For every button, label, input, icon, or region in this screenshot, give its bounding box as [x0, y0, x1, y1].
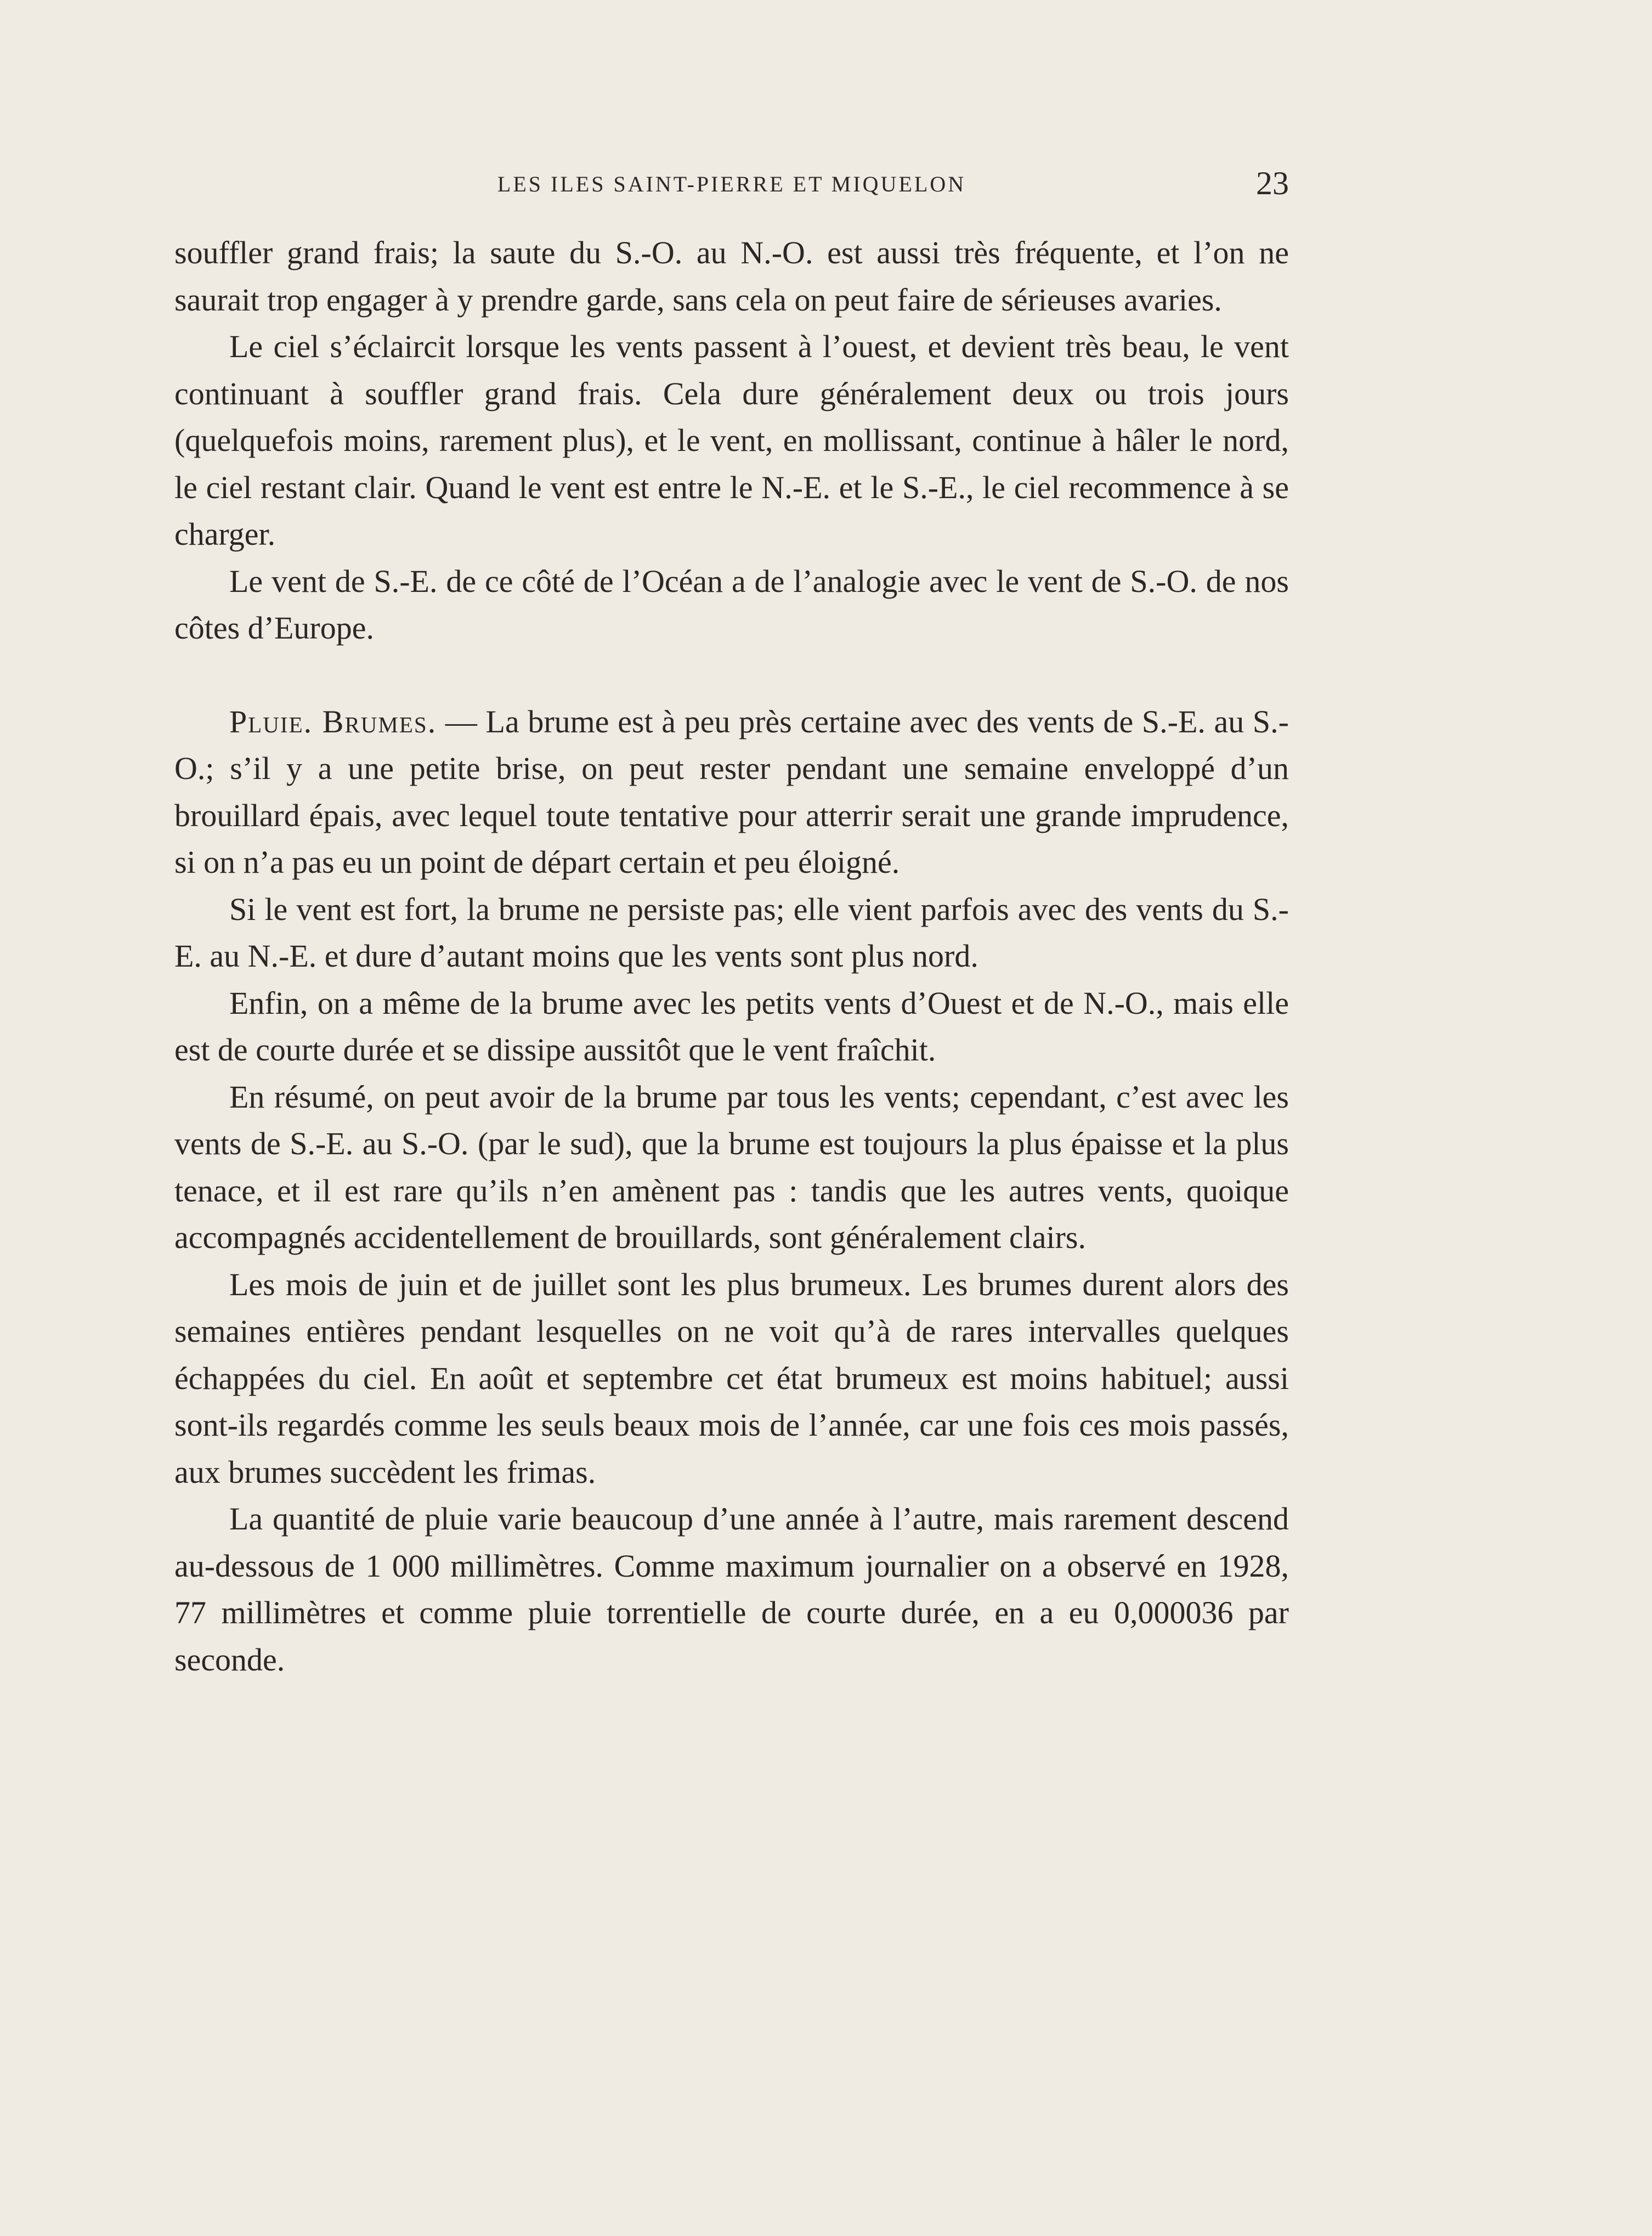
- paragraph: Les mois de juin et de juillet sont les plus brumeux. Les brumes durent alors des semaines entières pendant lesquelles on ne voit qu’à de rares intervalles quelques échappées du ciel. En août et septembre cet état brumeux est moins habituel; aussi sont-ils regardés comme les seuls beaux mois de l’année, car une fois ces mois passés, aux brumes succèdent les frimas.: [174, 1266, 1289, 1490]
- paragraph: La quantité de pluie varie beaucoup d’une année à l’autre, mais rarement descend au-dessous de 1 000 millimètres. Comme maximum journalier on a observé en 1928, 77 millimètres et comme pluie torrentielle de courte durée, en a eu 0,000036 par seconde.: [174, 1501, 1289, 1678]
- paragraph: Si le vent est fort, la brume ne persiste pas; elle vient parfois avec des vents du S.-E. au N.-E. et dure d’autant moins que les vents sont plus nord.: [174, 891, 1289, 974]
- body-text: [174, 229, 1289, 1683]
- section-heading: Pluie. Brumes.: [229, 703, 437, 739]
- running-header: [174, 165, 1289, 208]
- section-paragraph-pluie-brumes: [174, 698, 1289, 886]
- paragraph: En résumé, on peut avoir de la brume par tous les vents; cependant, c’est avec les vents de S.-E. au S.-O. (par le sud), que la brume est toujours la plus épaisse et la plus tenace, et il est rare qu’ils n’en amènent pas : tandis que les autres vents, quoique accompagnés accidentellement de brouillards, sont généralement clairs.: [174, 1079, 1289, 1255]
- paragraph-continued: souffler grand frais; la saute du S.-O. au N.-O. est aussi très fréquente, et l’on ne saurait trop engager à y prendre garde, sans cela on peut faire de sérieuses avaries.: [174, 235, 1289, 318]
- paragraph: Le vent de S.-E. de ce côté de l’Océan a de l’analogie avec le vent de S.-O. de nos côtes d’Europe.: [174, 563, 1289, 646]
- paragraph: Le ciel s’éclaircit lorsque les vents passent à l’ouest, et devient très beau, le vent continuant à souffler grand frais. Cela dure généralement deux ou trois jours (quelquefois moins, rarement plus), et le vent, en mollissant, continue à hâler le nord, le ciel restant clair. Quand le vent est entre le N.-E. et le S.-E., le ciel recommence à se charger.: [174, 329, 1289, 552]
- section-lead-text: — La brume est à peu près certaine avec des vents de S.-E. au S.-O.; s’il y a une petite brise, on peut rester pendant une semaine enveloppé d’un brouillard épais, avec lequel toute tentative pour atterrir serait une grande imprudence, si on n’a pas eu un point de départ certain et peu éloigné.: [174, 703, 1289, 880]
- paragraph: Enfin, on a même de la brume avec les petits vents d’Ouest et de N.-O., mais elle est de courte durée et se dissipe aussitôt que le vent fraîchit.: [174, 985, 1289, 1068]
- running-title: LES ILES SAINT-PIERRE ET MIQUELON: [497, 172, 966, 196]
- page-number: 23: [1256, 165, 1289, 201]
